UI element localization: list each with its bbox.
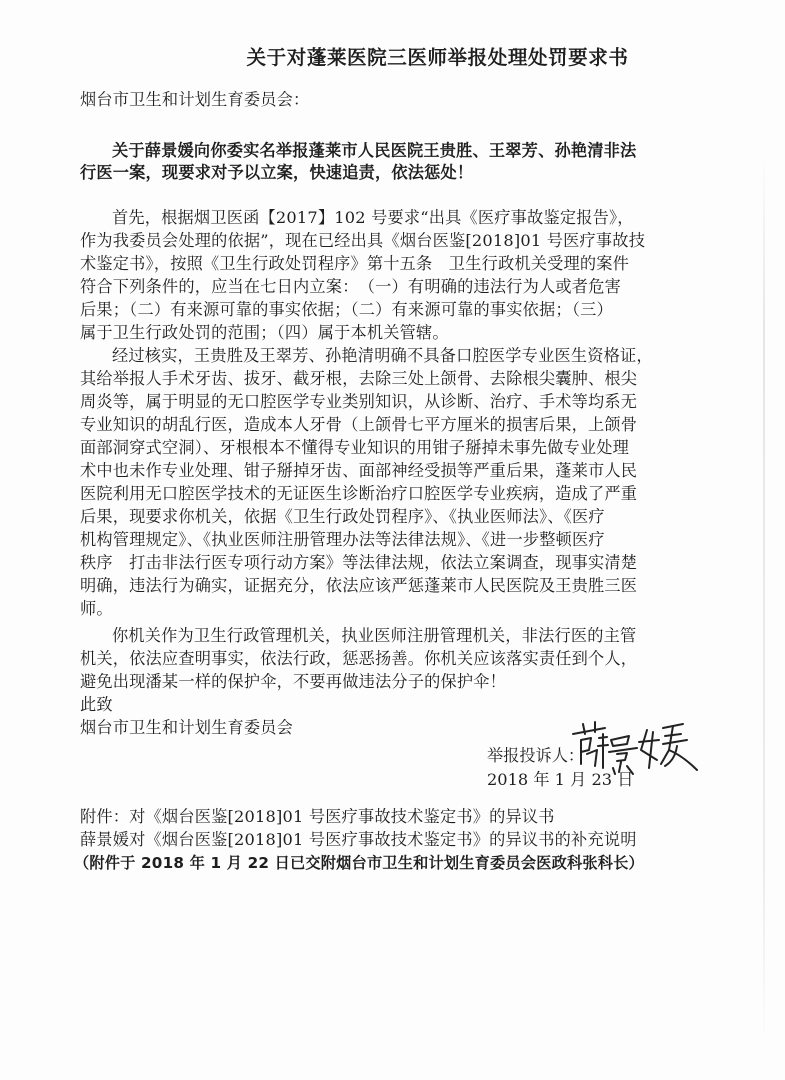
para2-line: 面部洞穿式空洞）、牙根根本不懂得专业知识的用钳子掰掉未事先做专业处理: [80, 438, 630, 457]
para1-line: 术鉴定书》，按照《卫生行政处罚程序》第十五条 卫生行政机关受理的案件: [80, 254, 630, 273]
attachment-note: （附件于 2018 年 1 月 22 日已交附烟台市卫生和计划生育委员会医政科张科长）: [74, 854, 644, 872]
para2-line: 秩序 打击非法行医专项行动方案》等法律法规，依法立案调查，现事实清楚: [80, 553, 638, 572]
closing: 此致: [80, 695, 113, 714]
attachment-item: 附件：对《烟台医鉴[2018]01 号医疗事故技术鉴定书》的异议书: [80, 807, 555, 826]
para2-line: 明确，违法行为确实，证据充分，依法应该严惩蓬莱市人民医院及王贵胜三医: [80, 576, 638, 595]
para1-line: 首先，根据烟卫医函【2017】102 号要求“出具《医疗事故鉴定报告》，: [112, 208, 634, 227]
letter-date: 2018 年 1 月 23 日: [487, 770, 634, 789]
para2-line: 专业知识的胡乱行医，造成本人牙骨（上颌骨七平方厘米的损害后果，上颌骨: [80, 415, 638, 434]
para2-line: 其给举报人手术牙齿、拔牙、截牙根，去除三处上颌骨、去除根尖囊肿、根尖: [80, 369, 638, 388]
attachment-item: 薛景媛对《烟台医鉴[2018]01 号医疗事故技术鉴定书》的异议书的补充说明: [80, 830, 637, 849]
para1-line: 作为我委员会处理的依据”，现在已经出具《烟台医鉴[2018]01 号医疗事故技: [80, 231, 646, 250]
signer-label: 举报投诉人：: [487, 746, 585, 765]
para2-line: 师。: [80, 599, 113, 618]
para2-line: 术中也未作专业处理、钳子掰掉牙齿、面部神经受损等严重后果，蓬莱市人民: [80, 461, 638, 480]
para2-line: 后果，现要求你机关，依据《卫生行政处罚程序》、《执业医师法》、《医疗: [80, 507, 605, 526]
summary-line-2: 行医一案，现要求对予以立案，快速追责，依法惩处！: [80, 163, 474, 182]
summary-line-1: 关于薛景媛向你委实名举报蓬莱市人民医院王贵胜、王翠芳、孙艳清非法: [112, 141, 637, 160]
para1-line: 后果；（二）有来源可靠的事实依据；（二）有来源可靠的事实依据；（三）: [80, 300, 613, 319]
para3-line: 避免出现潘某一样的保护伞，不要再做违法分子的保护伞！: [80, 672, 507, 691]
para2-line: 经过核实，王贵胜及王翠芳、孙艳清明确不具备口腔医学专业医生资格证，: [112, 346, 653, 365]
document-title: 关于对蓬莱医院三医师举报处理处罚要求书: [246, 46, 629, 69]
para2-line: 周炎等，属于明显的无口腔医学专业类别知识，从诊断、治疗、手术等均系无: [80, 392, 638, 411]
para2-line: 医院利用无口腔医学技术的无证医生诊断治疗口腔医学专业疾病，造成了严重: [80, 484, 638, 503]
addressee: 烟台市卫生和计划生育委员会：: [80, 90, 310, 109]
scan-edge-shadow: [763, 150, 765, 1050]
para3-line: 机关，依法应查明事实，依法行政，惩恶扬善。你机关应该落实责任到个人，: [80, 649, 638, 668]
para2-line: 机构管理规定》、《执业医师注册管理办法等法律法规》、《进一步整顿医疗: [80, 530, 605, 549]
para1-line: 符合下列条件的，应当在七日内立案： （一）有明确的违法行为人或者危害: [80, 277, 621, 296]
para1-line: 属于卫生行政处罚的范围；（四）属于本机关管辖。: [80, 323, 449, 342]
closing-recipient: 烟台市卫生和计划生育委员会: [80, 718, 294, 737]
para3-line: 你机关作为卫生行政管理机关，执业医师注册管理机关，非法行医的主管: [112, 626, 637, 645]
